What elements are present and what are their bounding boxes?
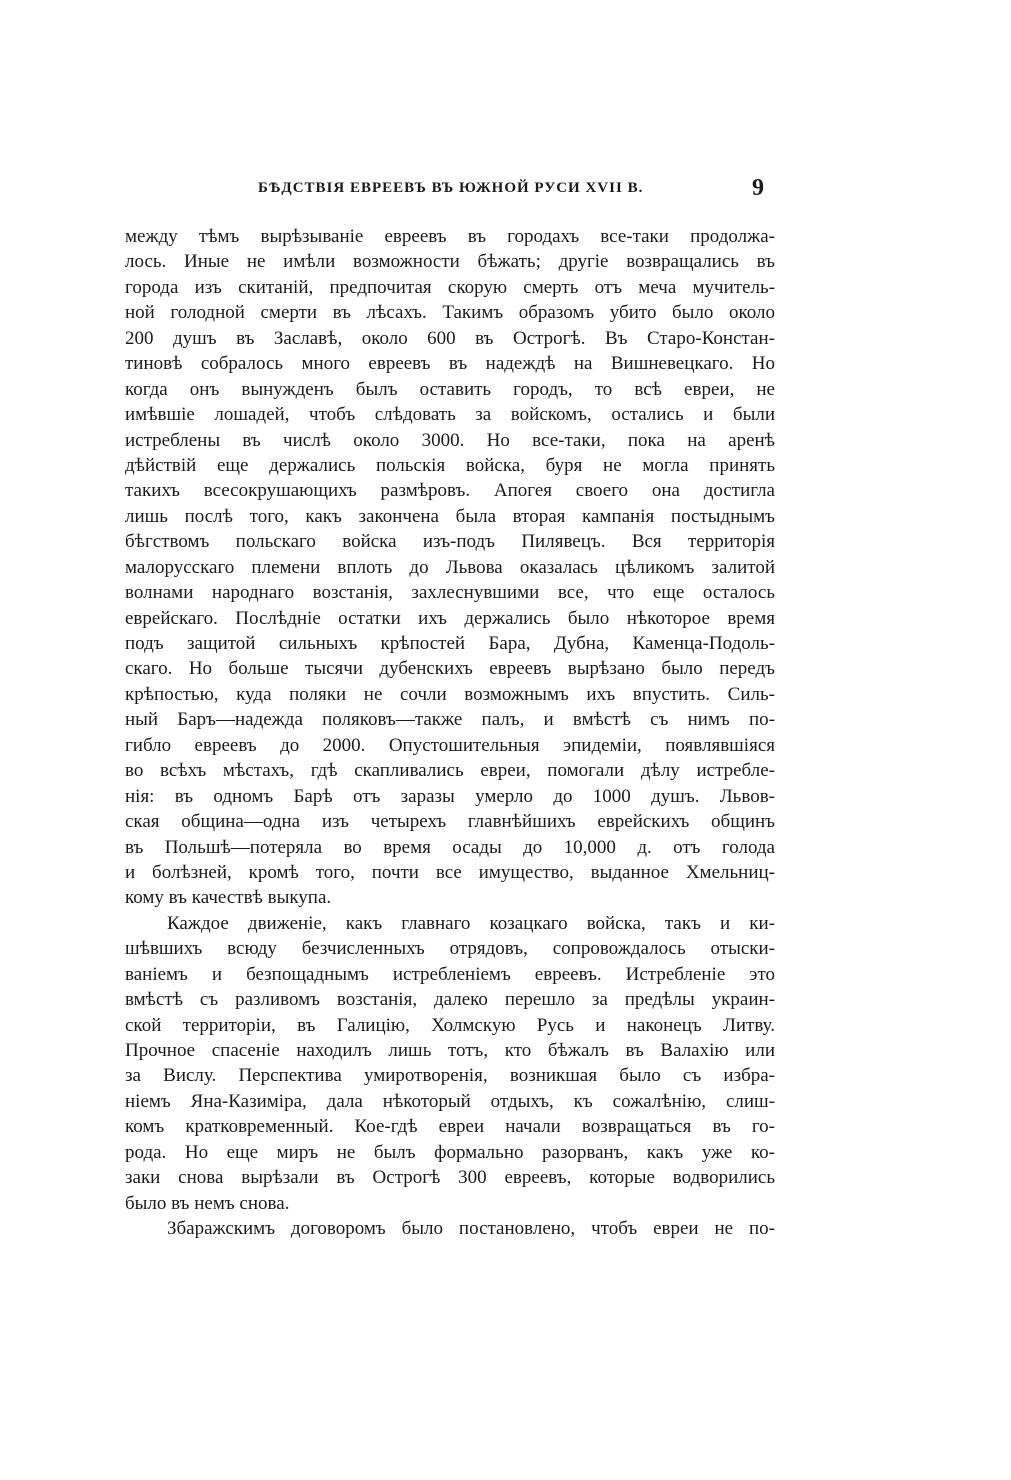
text-line: между тѣмъ вырѣзываніе евреевъ въ городахъ все-таки продолжа- (125, 226, 775, 247)
page-number: 9 (752, 175, 764, 201)
text-line: волнами народнаго возстанія, захлеснувшими все, что еще осталось (125, 582, 775, 604)
text-line: и болѣзней, кромѣ того, почти все имущество, выданное Хмельниц- (125, 861, 775, 883)
text-line: Каждое движеніе, какъ главнаго козацкаго войска, такъ и ки- (167, 912, 775, 934)
text-line: ной голодной смерти въ лѣсахъ. Такимъ образомъ убито было около (125, 302, 775, 324)
text-line: ской территоріи, въ Галицію, Холмскую Русь и наконецъ Литву. (125, 1014, 775, 1036)
text-line: скаго. Но больше тысячи дубенскихъ евреевъ вырѣзано было передъ (125, 658, 775, 680)
text-line: ская община—одна изъ четырехъ главнѣйшихъ еврейскихъ общинъ (125, 811, 775, 833)
text-line: кому въ качествѣ выкупа. (125, 887, 332, 909)
text-line: было въ немъ снова. (125, 1192, 290, 1214)
text-line: такихъ всесокрушающихъ размѣровъ. Апогея своего она достигла (125, 480, 775, 502)
text-line: крѣпостью, куда поляки не сочли возможнымъ ихъ впустить. Силь- (125, 683, 775, 705)
running-title: БѢДСТВІЯ ЕВРЕЕВЪ ВЪ ЮЖНОЙ РУСИ XVII В. (258, 180, 644, 196)
text-line: въ Польшѣ—потеряла во время осады до 10,000 д. отъ голода (125, 836, 775, 858)
text-line: гибло евреевъ до 2000. Опустошительныя эпидеміи, появлявшіяся (125, 734, 775, 756)
text-line: ваніемъ и безпощаднымъ истребленіемъ евреевъ. Истребленіе это (125, 963, 775, 985)
text-line: нія: въ одномъ Барѣ отъ заразы умерло до 1000 душъ. Львов- (125, 785, 775, 807)
text-line: лишь послѣ того, какъ закончена была вторая кампанія постыднымъ (125, 505, 775, 527)
text-line: 200 душъ въ Заславѣ, около 600 въ Острогѣ. Въ Старо-Констан- (125, 327, 775, 349)
text-line: малорусскаго племени вплоть до Львова оказалась цѣликомъ залитой (125, 556, 775, 578)
text-line: шѣвшихъ всюду безчисленныхъ отрядовъ, сопровождалось отыски- (125, 938, 775, 960)
text-line: лось. Иные не имѣли возможности бѣжать; другіе возвращались въ (125, 251, 775, 273)
body-text (125, 224, 775, 1242)
text-line: комъ кратковременный. Кое-гдѣ евреи начали возвращаться въ го- (125, 1116, 775, 1138)
text-line: Прочное спасеніе находилъ лишь тотъ, кто бѣжалъ въ Валахію или (125, 1040, 775, 1061)
text-line: истреблены въ числѣ около 3000. Но все-таки, пока на аренѣ (125, 429, 775, 451)
text-line: бѣгствомъ польскаго войска изъ-подъ Пилявецъ. Вся территорія (125, 531, 775, 553)
text-line: заки снова вырѣзали въ Острогѣ 300 евреевъ, которые водворились (125, 1167, 775, 1189)
text-line: города изъ скитаній, предпочитая скорую смерть отъ меча мучитель- (125, 276, 775, 298)
text-line: еврейскаго. Послѣдніе остатки ихъ держались было нѣкоторое время (125, 607, 775, 629)
text-line: ніемъ Яна-Казиміра, дала нѣкоторый отдыхъ, къ сожалѣнію, слиш- (125, 1090, 775, 1112)
text-line: вмѣстѣ съ разливомъ возстанія, далеко перешло за предѣлы украин- (125, 989, 775, 1011)
text-line: подъ защитой сильныхъ крѣпостей Бара, Дубна, Каменца-Подоль- (125, 633, 775, 654)
text-line: ный Баръ—надежда поляковъ—также палъ, и вмѣстѣ съ нимъ по- (125, 709, 775, 731)
text-line: во всѣхъ мѣстахъ, гдѣ скапливались евреи, помогали дѣлу истребле- (125, 760, 775, 782)
text-line: Збаражскимъ договоромъ было постановлено, чтобъ евреи не по- (167, 1218, 775, 1240)
text-line: рода. Но еще миръ не былъ формально разорванъ, какъ уже ко- (125, 1141, 775, 1163)
text-line: дѣйствій еще держались польскія войска, буря не могла принять (125, 454, 775, 476)
text-line: тиновѣ собралось много евреевъ въ надеждѣ на Вишневецкаго. Но (125, 353, 775, 375)
text-line: за Вислу. Перспектива умиротворенія, возникшая было съ избра- (125, 1065, 775, 1087)
text-line: имѣвшіе лошадей, чтобъ слѣдовать за войскомъ, остались и были (125, 404, 775, 426)
text-line: когда онъ вынужденъ былъ оставить городъ, то всѣ евреи, не (125, 378, 775, 400)
